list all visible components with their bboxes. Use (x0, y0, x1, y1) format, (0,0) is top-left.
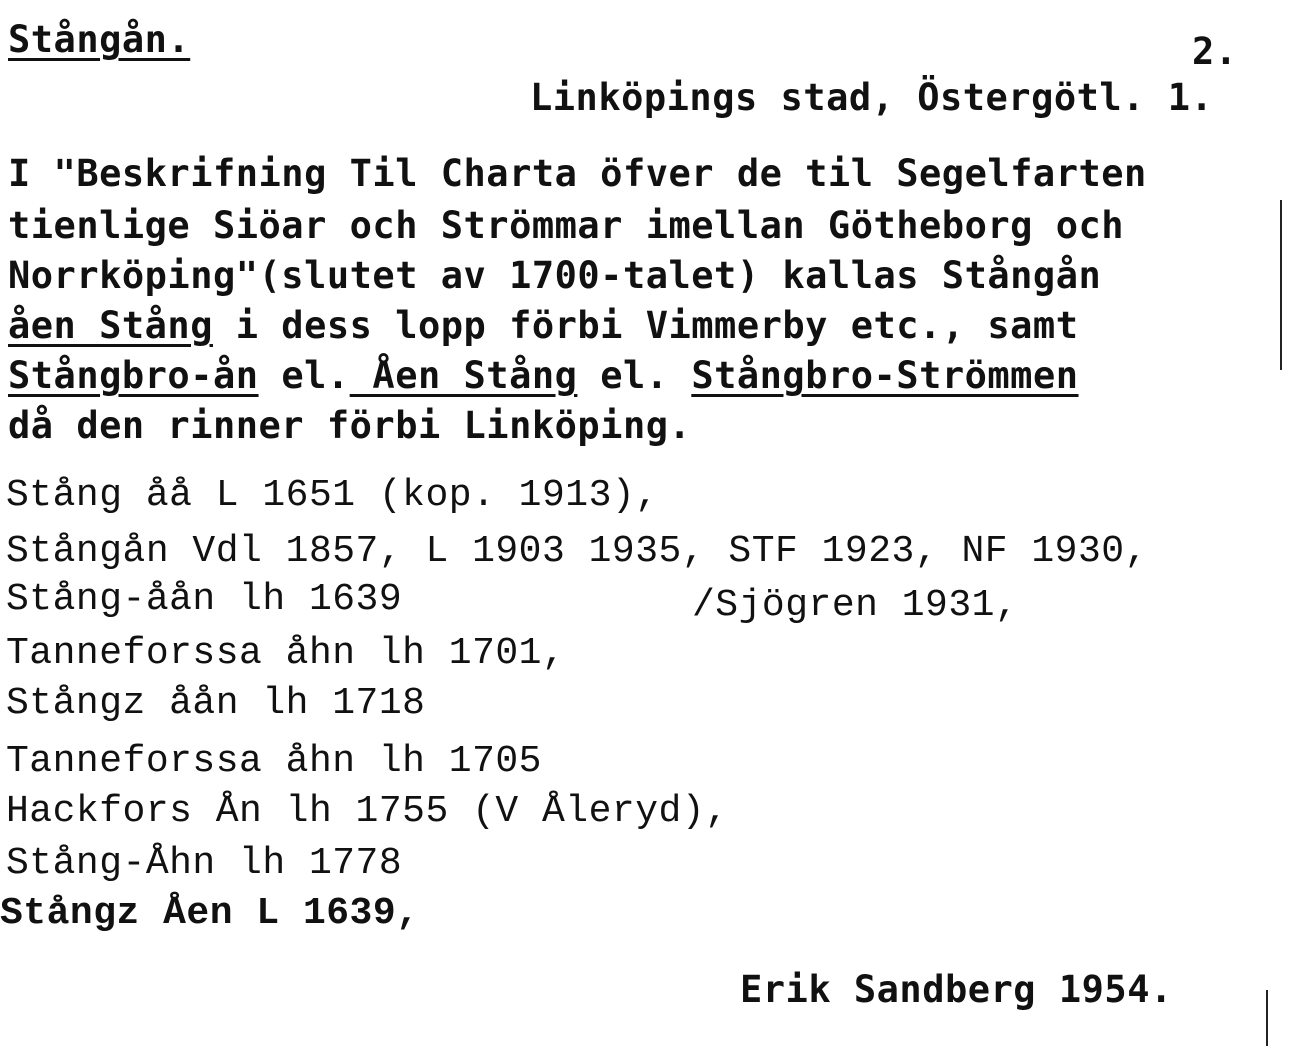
location-heading: Linköpings stad, Östergötl. 1. (530, 76, 1214, 119)
description-line-1: I "Beskrifning Til Charta öfver de til Segelfarten (8, 152, 1147, 195)
signature: Erik Sandberg 1954. (740, 968, 1173, 1011)
record-line: Stångz åån lh 1718 (6, 682, 426, 725)
record-line: Tanneforssa åhn lh 1701, (6, 632, 566, 675)
card-title: Stångån. (8, 18, 191, 61)
description-text: i dess lopp förbi Vimmerby etc., samt (212, 304, 1079, 347)
description-line-4 (8, 304, 1078, 348)
record-line: Stång-Åhn lh 1778 (6, 842, 403, 885)
record-line: Hackfors Ån lh 1755 (V Åleryd), (6, 790, 729, 833)
name-variant-aen-stang-2: Åen Stång (349, 354, 578, 397)
record-line-source: /Sjögren 1931, (692, 584, 1019, 627)
name-variant-stangbro-an: Stångbro-ån (8, 354, 259, 397)
record-line: Tanneforssa åhn lh 1705 (6, 740, 542, 783)
record-line: Stång åå L 1651 (kop. 1913), (6, 474, 659, 517)
description-line-5 (8, 354, 1079, 398)
name-variant-stangbro-strommen: Stångbro-Strömmen (691, 354, 1079, 397)
description-line-6: då den rinner förbi Linköping. (8, 404, 692, 447)
card-edge-mark (1280, 200, 1282, 370)
page-number: 2. (1192, 30, 1238, 73)
description-text: el. (577, 354, 692, 397)
description-line-3: Norrköping"(slutet av 1700-talet) kallas Stångån (8, 254, 1102, 297)
description-text: el. (258, 354, 350, 397)
card-edge-mark (1266, 990, 1268, 1046)
description-line-2: tienlige Siöar och Strömmar imellan Götheborg och (8, 204, 1125, 247)
name-variant-aen-stang: åen Stång (8, 304, 213, 347)
record-line: Stång-åån lh 1639 (6, 578, 403, 621)
record-line: Stångån Vdl 1857, L 1903 1935, STF 1923, NF 1930, (6, 530, 1148, 573)
record-line: Stångz Åen L 1639, (0, 892, 420, 935)
